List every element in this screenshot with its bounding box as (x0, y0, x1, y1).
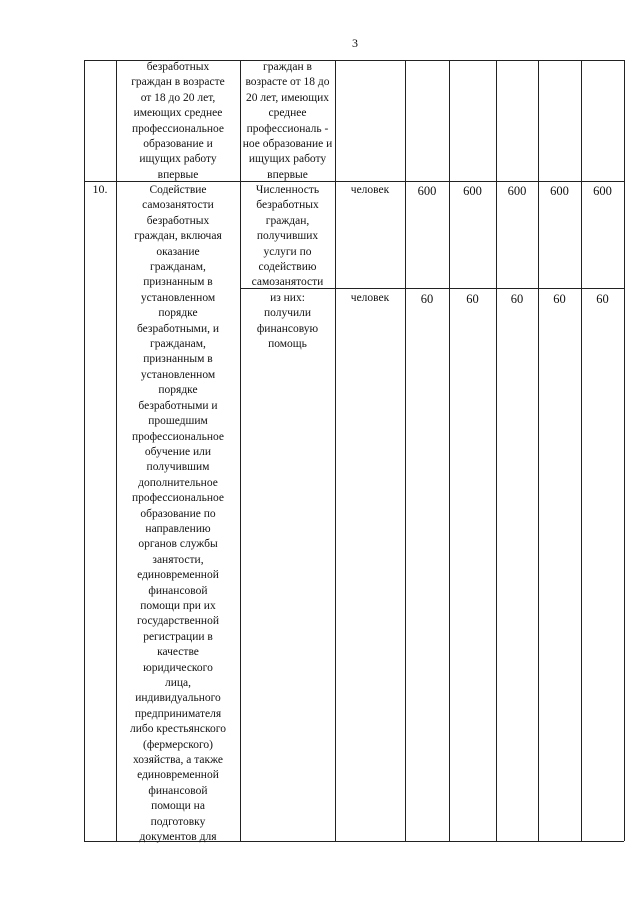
cell-text-line: единовременной (137, 769, 219, 782)
cell-text-line: регистрации в (143, 630, 213, 643)
cell-text-line: занятости, (152, 553, 204, 566)
cell-text-line: обучение или (144, 445, 212, 458)
indicator-financial-aid (240, 291, 335, 353)
cell-text-line: признанным в (143, 353, 213, 366)
value-cell: 600 (463, 184, 482, 198)
cell-text-line: граждан в возрасте (131, 76, 225, 89)
cell-text-line: 20 лет, имеющих (245, 91, 329, 104)
cell-text-line: получившим (146, 461, 210, 474)
cell-text-line: профессиональное (131, 492, 225, 505)
cell-text-line: прошедшим (148, 415, 208, 428)
cell-text-line: признанным в (143, 276, 213, 289)
cell-text-line: безработными и (138, 399, 218, 412)
cell-text-line: установленном (140, 368, 216, 381)
cell-text-line: безработных (146, 61, 210, 73)
cell-text-line: установленном (140, 291, 216, 304)
cell-text-line: подготовку (150, 815, 206, 828)
col-border (84, 60, 85, 841)
cell-text-line: среднее (268, 107, 307, 120)
cell-text-line: гражданам, (150, 261, 206, 274)
cell-text-line: помощи на (151, 800, 205, 813)
value-cell: 600 (550, 184, 569, 198)
row-description (116, 183, 240, 845)
cell-text-line: индивидуального (135, 692, 221, 705)
cell-text-line: профессиональное (131, 122, 225, 135)
cell-text-line: единовременной (137, 569, 219, 582)
cell-text-line: оказание (156, 245, 200, 258)
cell-text-line: финансовой (148, 584, 208, 597)
cell-text-line: ищущих работу (139, 153, 217, 166)
cell-text-line: финансовую (256, 322, 319, 335)
cell-text-line: порядке (158, 384, 198, 397)
cell-text-line: хозяйства, а также (132, 754, 224, 767)
cell-text-line: впервые (267, 168, 308, 181)
continuation-indicator (240, 60, 335, 183)
cell-text-line: содействию (258, 261, 317, 274)
cell-text-line: образование и (143, 138, 213, 151)
col-border (335, 60, 336, 841)
col-border (581, 60, 582, 841)
cell-text-line: получили (263, 307, 312, 320)
indicator-people-served (240, 183, 335, 291)
cell-text-line: безработными, и (136, 322, 220, 335)
cell-text-line: от 18 до 20 лет, (140, 91, 216, 104)
cell-text-line: имеющих среднее (133, 107, 223, 120)
value-cell: 600 (417, 184, 437, 198)
cell-text-line: Содействие (149, 184, 207, 196)
cell-text-line: впервые (157, 168, 199, 181)
cell-text-line: документов для (139, 831, 217, 844)
cell-text-line: финансовой (148, 784, 208, 797)
value-cell: 60 (510, 292, 524, 306)
unit-cell: человек (350, 184, 390, 196)
cell-text-line: помощи при их (140, 599, 216, 612)
cell-text-line: ное образование и (242, 138, 333, 151)
cell-text-line: безработных (146, 214, 210, 227)
cell-text-line: получивших (256, 230, 319, 243)
value-cell: 600 (593, 184, 612, 198)
page-number: 3 (352, 36, 358, 50)
cell-text-line: помощь (268, 338, 307, 351)
cell-text-line: из них: (270, 292, 305, 304)
cell-text-line: граждан, включая (134, 230, 222, 243)
cell-text-line: Численность (255, 184, 320, 196)
col-border (449, 60, 450, 841)
cell-text-line: самозанятости (142, 199, 214, 212)
col-border (538, 60, 539, 841)
cell-text-line: (фермерского) (143, 738, 213, 751)
continuation-description (116, 60, 240, 183)
cell-text-line: гражданам, (150, 338, 206, 351)
cell-text-line: качестве (157, 646, 199, 659)
cell-text-line: ищущих работу (248, 153, 327, 166)
unit-cell: человек (350, 292, 390, 304)
cell-text-line: либо крестьянского (130, 723, 226, 736)
cell-text-line: предпринимателя (134, 707, 222, 720)
value-cell: 600 (507, 184, 527, 198)
value-cell: 60 (553, 292, 566, 306)
col-border (624, 60, 625, 841)
cell-text-line: самозанятости (251, 276, 324, 289)
cell-text-line: порядке (158, 307, 198, 320)
row-number: 10. (92, 182, 108, 196)
cell-text-line: граждан в (263, 61, 312, 73)
cell-text-line: безработных (256, 199, 319, 212)
cell-text-line: лица, (164, 677, 192, 689)
cell-text-line: органов службы (138, 538, 218, 551)
value-cell: 60 (420, 292, 434, 306)
cell-text-line: профессиональное (131, 430, 225, 443)
cell-text-line: дополнительное (138, 476, 218, 489)
cell-text-line: услуги по (263, 245, 312, 258)
cell-text-line: образование по (140, 507, 216, 520)
col-border (496, 60, 497, 841)
value-cell: 60 (596, 292, 609, 306)
cell-text-line: профессиональ - (246, 122, 329, 135)
cell-text-line: юридического (143, 661, 213, 674)
col-border (405, 60, 406, 841)
cell-text-line: государственной (137, 615, 219, 628)
cell-text-line: направлению (145, 522, 211, 535)
cell-text-line: возрасте от 18 до (245, 76, 330, 89)
value-cell: 60 (466, 292, 479, 306)
cell-text-line: граждан, (265, 214, 310, 227)
